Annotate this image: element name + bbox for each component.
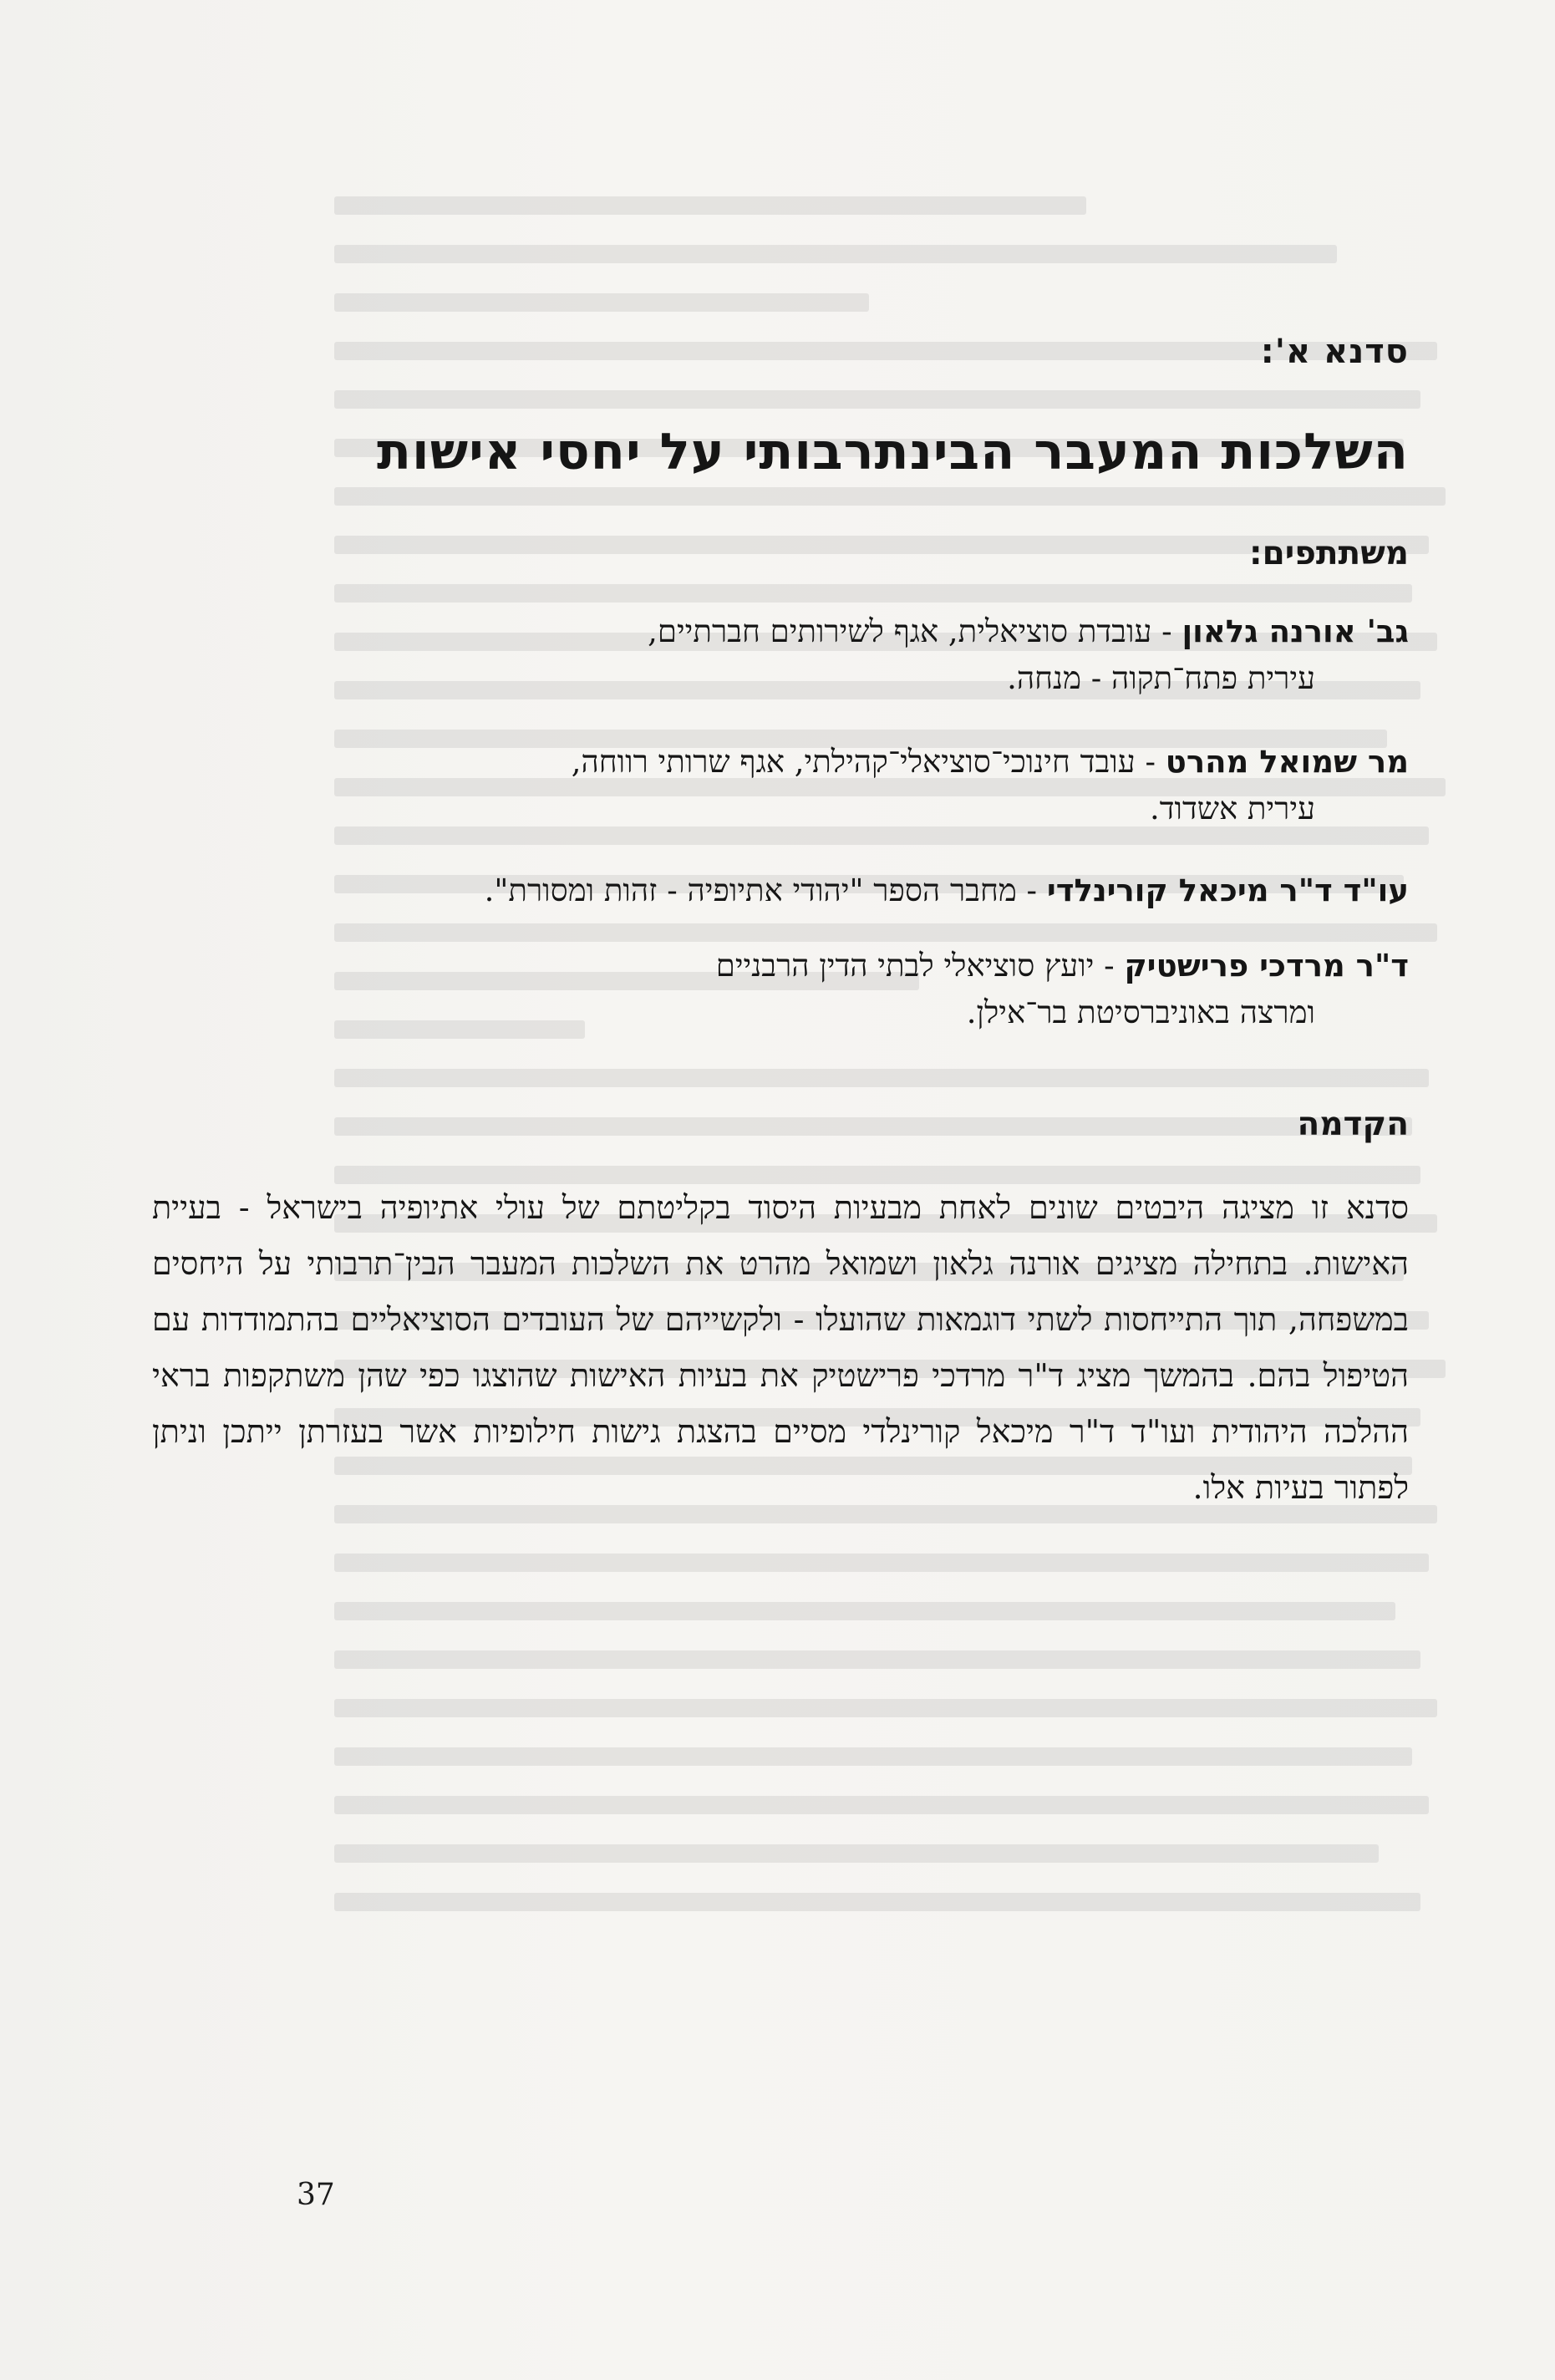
intro-paragraph: סדנא זו מציגה היבטים שונים לאחת מבעיות היסוד בקליטתם של עולי אתיופיה בישראל - בעיית האישות. בתחילה מציגים אורנה גלאון ושמואל מהרט את השלכות המעבר הבין־תרבותי על היחסים במשפחה, תוך התייחסות לשתי דוגמאות שהועלו - ולקשייהם של העובדים הסוציאליים בהתמודדות עם הטיפול בהם. בהמשך מציג ד"ר מרדכי פרישטיק את בעיות האישות שהוצגו כפי שהן משתקפות בראי ההלכה היהודית ועו"ד ד"ר מיכאל קורינלדי מסיים בהצגת גישות חילופיות אשר בעזרתן ייתכן וניתן לפתור בעיות אלו. <box>152 1189 1409 1506</box>
participant-name: עו"ד ד"ר מיכאל קורינלדי <box>1046 872 1409 908</box>
participant-affiliation: עירית אשדוד. <box>1149 791 1315 826</box>
page-number: 37 <box>297 2178 335 2212</box>
participant-description: - עובד חינוכי־סוציאלי־קהילתי, אגף שרותי רווחה, <box>571 744 1166 780</box>
participant-affiliation: עירית פתח־תקוה - מנחה. <box>1007 660 1315 696</box>
participant-description: - יועץ סוציאלי לבתי הדין הרבניים <box>715 948 1125 984</box>
participant-entry <box>89 608 1409 702</box>
session-title: השלכות המעבר הבינתרבותי על יחסי אישות <box>377 423 1409 481</box>
participant-entry <box>89 739 1409 832</box>
participant-affiliation: ומרצה באוניברסיטת בר־אילן. <box>966 994 1315 1030</box>
participant-description: - עובדת סוציאלית, אגף לשירותים חברתיים, <box>648 613 1182 649</box>
participants-heading: משתתפים: <box>1249 535 1409 572</box>
session-label: סדנא א': <box>1260 333 1409 371</box>
intro-heading: הקדמה <box>1297 1106 1409 1143</box>
participant-name: ד"ר מרדכי פרישטיק <box>1124 948 1409 984</box>
participant-name: גב' אורנה גלאון <box>1181 613 1409 649</box>
participant-entry <box>89 943 1409 1036</box>
participant-entry <box>89 867 1409 914</box>
participant-description: - מחבר הספר "יהודי אתיופיה - זהות ומסורת". <box>484 872 1047 908</box>
participant-name: מר שמואל מהרט <box>1165 744 1409 780</box>
